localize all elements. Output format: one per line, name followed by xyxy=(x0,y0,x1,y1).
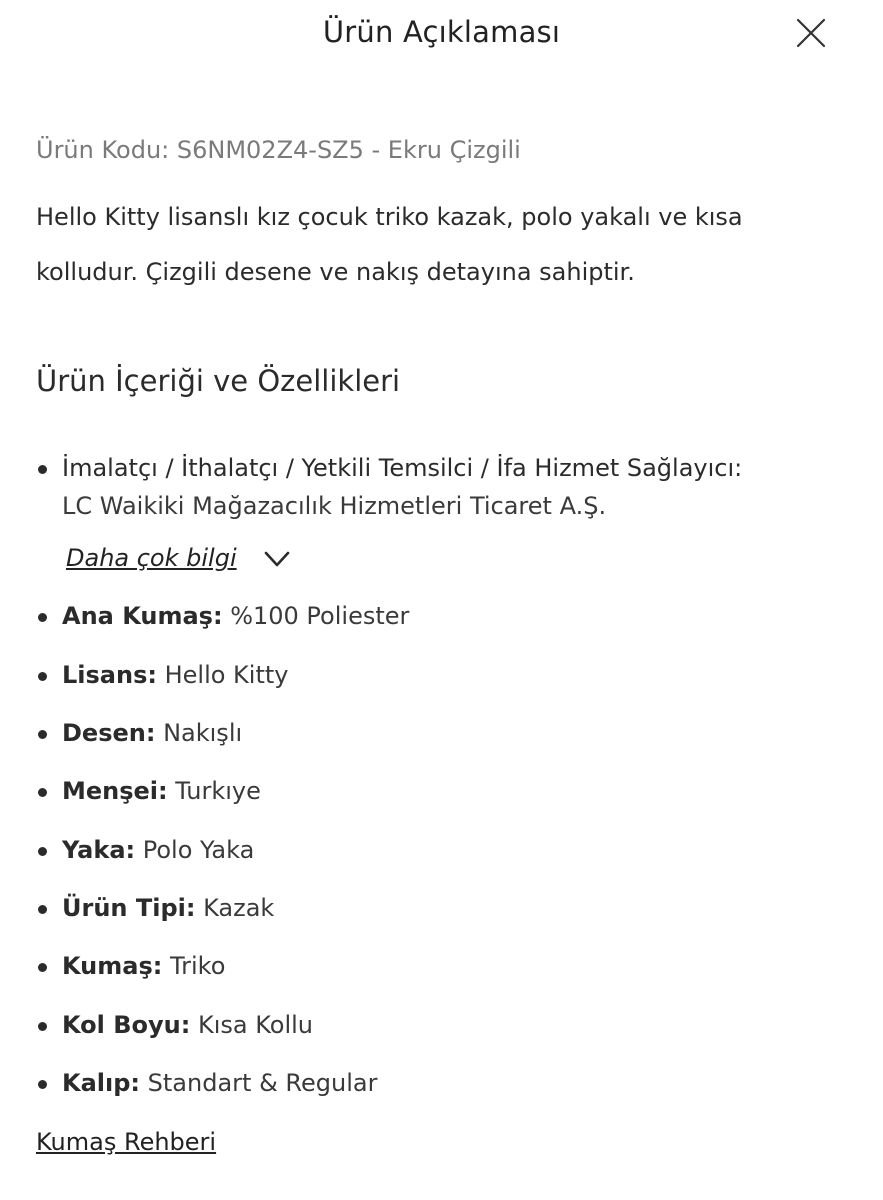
panel-header xyxy=(0,0,883,64)
bullet-icon xyxy=(38,730,47,739)
feature-label: Lisans: xyxy=(62,661,157,689)
close-button[interactable] xyxy=(790,14,830,54)
panel-title: Ürün Açıklaması xyxy=(322,15,561,49)
bullet-icon xyxy=(38,788,47,797)
feature-value: Kısa Kollu xyxy=(190,1011,314,1039)
close-icon xyxy=(790,14,830,54)
bullet-icon xyxy=(38,1080,47,1089)
manufacturer-label: İmalatçı / İthalatçı / Yetkili Temsilci / İfa Hizmet Sağlayıcı: xyxy=(62,454,743,482)
chevron-down-icon[interactable] xyxy=(262,548,292,570)
feature-value: Polo Yaka xyxy=(135,836,255,864)
feature-value: %100 Poliester xyxy=(222,602,410,630)
bullet-icon xyxy=(38,963,47,972)
more-info-link[interactable]: Daha çok bilgi xyxy=(66,544,237,572)
feature-label: Kalıp: xyxy=(62,1069,141,1097)
bullet-icon xyxy=(38,613,47,622)
feature-label: Kumaş: xyxy=(62,952,163,980)
bullet-icon xyxy=(38,905,47,914)
feature-label: Ürün Tipi: xyxy=(62,894,196,922)
fabric-guide-link[interactable]: Kumaş Rehberi xyxy=(36,1128,217,1156)
section-title: Ürün İçeriği ve Özellikleri xyxy=(36,364,401,398)
feature-value: Hello Kitty xyxy=(156,661,289,689)
feature-value: Nakışlı xyxy=(155,719,243,747)
feature-label: Desen: xyxy=(62,719,156,747)
feature-value: Triko xyxy=(162,952,226,980)
feature-label: Menşei: xyxy=(62,777,168,805)
bullet-icon xyxy=(38,465,47,474)
feature-label: Ana Kumaş: xyxy=(62,602,223,630)
feature-value: Kazak xyxy=(195,894,275,922)
feature-value: Standart & Regular xyxy=(140,1069,378,1097)
bullet-icon xyxy=(38,1022,47,1031)
feature-value: Turkıye xyxy=(167,777,261,805)
product-description: Hello Kitty lisanslı kız çocuk triko kazak, polo yakalı ve kısa kolludur. Çizgili desene ve nakış detayına sahiptir. xyxy=(36,203,743,286)
product-code: Ürün Kodu: S6NM02Z4-SZ5 - Ekru Çizgili xyxy=(36,136,521,164)
feature-label: Yaka: xyxy=(62,836,136,864)
manufacturer-value: LC Waikiki Mağazacılık Hizmetleri Ticaret A.Ş. xyxy=(62,492,607,520)
bullet-icon xyxy=(38,847,47,856)
feature-label: Kol Boyu: xyxy=(62,1011,191,1039)
bullet-icon xyxy=(38,672,47,681)
